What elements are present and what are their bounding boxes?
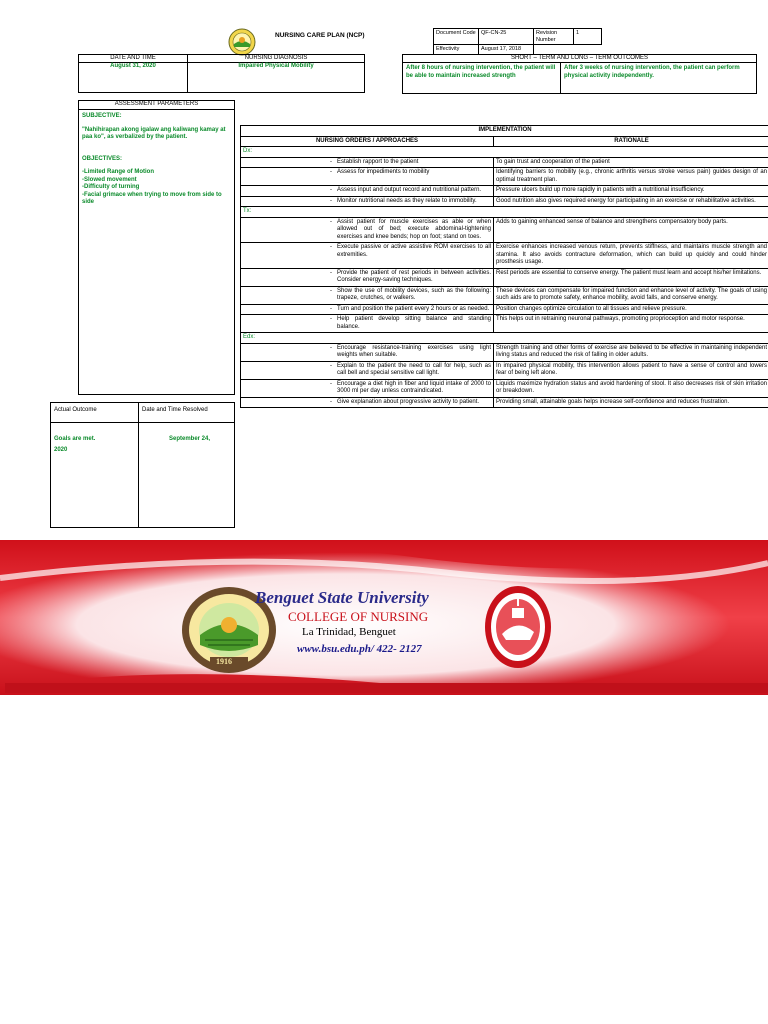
rationale: Providing small, attainable goals helps increase self-confidence and reduces frustration. (494, 397, 768, 408)
implementation-title: IMPLEMENTATION (241, 126, 768, 137)
nursing-order: Assess for impediments to mobility (337, 169, 430, 175)
effectivity-value: August 17, 2018 (479, 45, 534, 55)
rationale: To gain trust and cooperation of the patient (494, 157, 768, 168)
table-row (241, 168, 768, 186)
document-code-value: QF-CN-25 (479, 29, 534, 45)
nursing-diagnosis-value: Impaired Physical Mobility (238, 63, 314, 69)
subjective-text: "Nahihirapan akong igalaw ang kaliwang kamay at paa ko", as verbalized by the patient. (82, 126, 226, 140)
table-row (241, 304, 768, 315)
rationale: These devices can compensate for impaired function and enhance level of activity. The goals of using such aids are to promote safety, enhance mobility, avoid falls, and conserve energy. (494, 286, 768, 304)
rationale: This helps out in retraining neuronal pathways, promoting proprioception and motor response. (494, 315, 768, 333)
bullet-dash: - (330, 244, 332, 250)
date-time-box (78, 54, 188, 93)
nursing-order: Encourage resistance-training exercises using light weights when suitable. (337, 344, 491, 358)
table-row (241, 268, 768, 286)
subjective-label: SUBJECTIVE: (82, 113, 122, 119)
table-row (241, 286, 768, 304)
seal-year: 1916 (216, 657, 232, 666)
nursing-order: Help patient develop sitting balance and standing balance. (337, 316, 491, 330)
rationale: Exercise enhances increased venous return, prevents stiffness, and maintains muscle strength and stamina. It also avoids contracture deformation, which can build up quickly and could hinder prosthesis usage. (494, 243, 768, 269)
orders-header: NURSING ORDERS / APPROACHES (241, 136, 494, 147)
date-resolved-value: September 24, (169, 436, 211, 442)
table-row (241, 361, 768, 379)
nursing-diagnosis-box (187, 54, 365, 93)
table-row (241, 196, 768, 207)
nursing-order: Establish rapport to the patient (337, 158, 419, 165)
rationale: Liquids maximize hydration status and avoid hardening of stool. It also decreases risk of skin irritation or breakdown. (494, 379, 768, 397)
short-term-outcome: After 8 hours of nursing intervention, the patient will be able to maintain increased strength (403, 63, 561, 93)
actual-outcome-value: Goals are met. (54, 436, 96, 442)
contact-info: www.bsu.edu.ph/ 422- 2127 (297, 643, 422, 655)
college-name: COLLEGE OF NURSING (288, 609, 429, 624)
table-row (241, 379, 768, 397)
rationale: In impaired physical mobility, this intervention allows patient to have a sense of control and lowers fear of being left alone. (494, 361, 768, 379)
effectivity-label: Effectivity (434, 45, 479, 55)
document-code-label: Document Code (434, 29, 479, 45)
bullet-dash: - (330, 169, 332, 175)
location: La Trinidad, Benguet (302, 626, 396, 638)
rationale: Pressure ulcers build up more rapidly in patients with a nutritional insufficiency. (494, 186, 768, 197)
nursing-order: Provide the patient of rest periods in between activities. Consider energy-saving techniques. (337, 269, 491, 283)
rationale-header: RATIONALE (494, 136, 768, 147)
table-row (241, 343, 768, 361)
bullet-dash: - (330, 316, 332, 322)
bullet-dash: - (330, 398, 332, 405)
nursing-order: Assess input and output record and nutritional pattern. (337, 187, 482, 193)
objective-item: -Difficulty of turning (82, 184, 140, 190)
page-title: NURSING CARE PLAN (NCP) (275, 32, 365, 39)
bullet-dash: - (330, 187, 332, 193)
bullet-dash: - (330, 305, 332, 312)
bullet-dash: - (330, 380, 332, 387)
rationale: Identifying barriers to mobility (e.g., chronic arthritis versus stroke versus pain) guides design of an optimal treatment plan. (494, 168, 768, 186)
actual-outcome-label: Actual Outcome (51, 403, 139, 422)
resolved-year: 2020 (54, 446, 68, 453)
nursing-order: Encourage a diet high in fiber and liquid intake of 2000 to 3000 ml per day unless contraindicated. (337, 380, 491, 394)
document-info-table (433, 28, 602, 55)
section-label: Tx: (241, 207, 768, 218)
bullet-dash: - (330, 287, 332, 294)
date-time-label: DATE AND TIME (79, 55, 187, 63)
rationale: Good nutrition also gives required energy for participating in an exercise or rehabilitative activities. (494, 196, 768, 207)
outcomes-box (402, 54, 757, 94)
nursing-order: Turn and position the patient every 2 hours or as needed. (337, 305, 490, 312)
bullet-dash: - (330, 269, 332, 276)
nursing-order: Explain to the patient the need to call for help, such as call bell and special sensitive call light. (337, 362, 491, 376)
objective-item: -Slowed movement (82, 176, 137, 183)
bullet-dash: - (330, 197, 332, 204)
rationale: Adds to gaining enhanced sense of balance and strengthens compensatory body parts. (494, 217, 768, 243)
date-time-value: August 31, 2020 (110, 63, 156, 69)
rationale: Position changes optimize circulation to all tissues and relieve pressure. (494, 304, 768, 315)
section-label: Dx: (241, 147, 768, 158)
table-row (241, 315, 768, 333)
assessment-label: ASSESSMENT PARAMETERS (79, 101, 234, 110)
revision-value: 1 (574, 29, 602, 45)
bullet-dash: - (330, 344, 332, 351)
rationale: Rest periods are essential to conserve energy. The patient must learn and accept his/her limitations. (494, 268, 768, 286)
date-resolved-label: Date and Time Resolved (142, 407, 208, 413)
bullet-dash: - (330, 158, 332, 165)
nursing-order: Monitor nutritional needs as they relate to immobility. (337, 197, 477, 204)
university-seal-logo (228, 28, 256, 56)
outcomes-label: SHORT – TERM AND LONG – TERM OUTCOMES (403, 55, 756, 63)
revision-label: Revision Number (534, 29, 574, 45)
table-row (241, 217, 768, 243)
nursing-order: Assist patient for muscle exercises as able or when allowed out of bed; execute abdominal-tightening exercises and knee bends; hop on foot; stand on toes. (337, 218, 491, 240)
table-row (241, 157, 768, 168)
objectives-list (79, 163, 234, 207)
nursing-diagnosis-label: NURSING DIAGNOSIS (188, 55, 364, 63)
objectives-label: OBJECTIVES: (82, 155, 123, 162)
objective-item: -Limited Range of Motion (82, 169, 154, 175)
section-label: Edx: (241, 333, 768, 344)
implementation-table (240, 125, 768, 408)
university-name: Benguet State University (255, 588, 429, 607)
assessment-box (78, 100, 235, 395)
evaluation-box (50, 402, 235, 528)
table-row (241, 397, 768, 408)
table-row (241, 186, 768, 197)
rationale: Strength training and other forms of exercise are believed to be effective in maintaining independent living status and reduced the risk of falling in older adults. (494, 343, 768, 361)
table-row (241, 243, 768, 269)
long-term-outcome: After 3 weeks of nursing intervention, the patient can perform physical activity independently. (564, 65, 740, 79)
nursing-order: Execute passive or active assistive ROM exercises to all extremities. (337, 244, 491, 258)
bullet-dash: - (330, 362, 332, 369)
bullet-dash: - (330, 218, 332, 225)
nursing-order: Show the use of mobility devices, such as the following: trapeze, crutches, or walkers. (337, 287, 491, 301)
objective-item: -Facial grimace when trying to move from side to side (82, 191, 222, 205)
nursing-order: Give explanation about progressive activity to patient. (337, 398, 480, 405)
college-of-nursing-seal (484, 584, 552, 670)
